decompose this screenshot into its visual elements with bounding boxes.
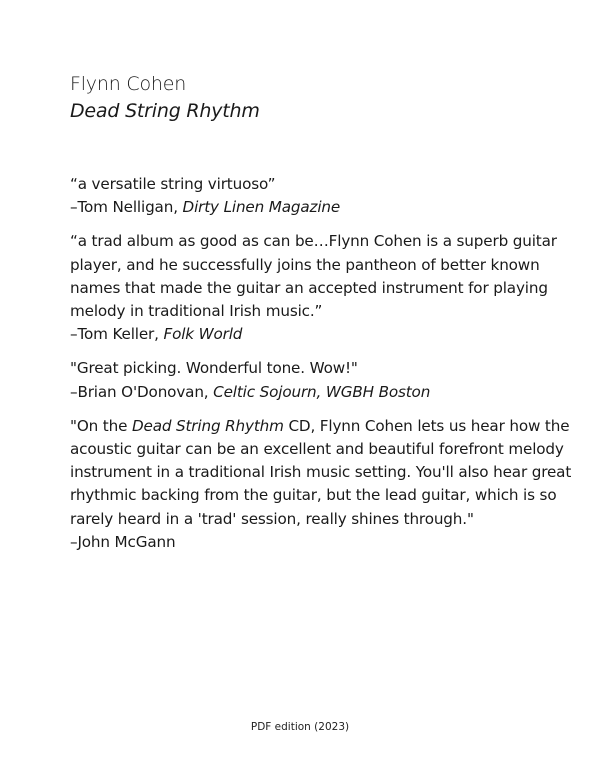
quote-item	[70, 173, 580, 219]
attribution-name: –John McGann	[70, 532, 176, 551]
quote-text: “a trad album as good as can be…Flynn Cohen is a superb guitar player, and he successfully joins the pantheon of better known names that made the guitar an accepted instrument for playing melody in traditional Irish music.”	[70, 232, 557, 321]
quote-attribution	[70, 531, 580, 554]
attribution-source: Celtic Sojourn, WGBH Boston	[213, 382, 431, 401]
quote-item	[70, 230, 580, 346]
attribution-name: –Tom Keller,	[70, 325, 164, 344]
title-block	[70, 71, 260, 125]
attribution-name: –Tom Nelligan,	[70, 198, 183, 217]
quote-attribution	[70, 196, 580, 219]
quote-text-before: "On the	[70, 416, 132, 435]
quote-text: “a versatile string virtuoso”	[70, 175, 276, 193]
quote-text	[70, 415, 580, 531]
quote-attribution	[70, 323, 580, 346]
attribution-source: Folk World	[163, 325, 243, 344]
author-name: Flynn Cohen	[70, 73, 187, 95]
album-title: Dead String Rhythm	[70, 100, 260, 122]
quote-text-after: CD, Flynn Cohen lets us hear how the acoustic guitar can be an excellent and beautiful forefront melody instrument in a traditional Irish music setting. You'll also hear great rhythmic backing from the guitar, but the lead guitar, which is so rarely heard in a 'trad' session, really shines through."	[70, 416, 572, 528]
quote-item	[70, 357, 580, 403]
quotes-section	[70, 173, 580, 565]
attribution-source: Dirty Linen Magazine	[182, 198, 341, 217]
attribution-name: –Brian O'Donovan,	[70, 382, 214, 401]
quote-album-title: Dead String Rhythm	[131, 416, 284, 435]
edition-footer: PDF edition (2023)	[250, 721, 350, 733]
quote-item	[70, 415, 580, 554]
quote-attribution	[70, 381, 580, 404]
quote-text: "Great picking. Wonderful tone. Wow!"	[70, 359, 358, 378]
